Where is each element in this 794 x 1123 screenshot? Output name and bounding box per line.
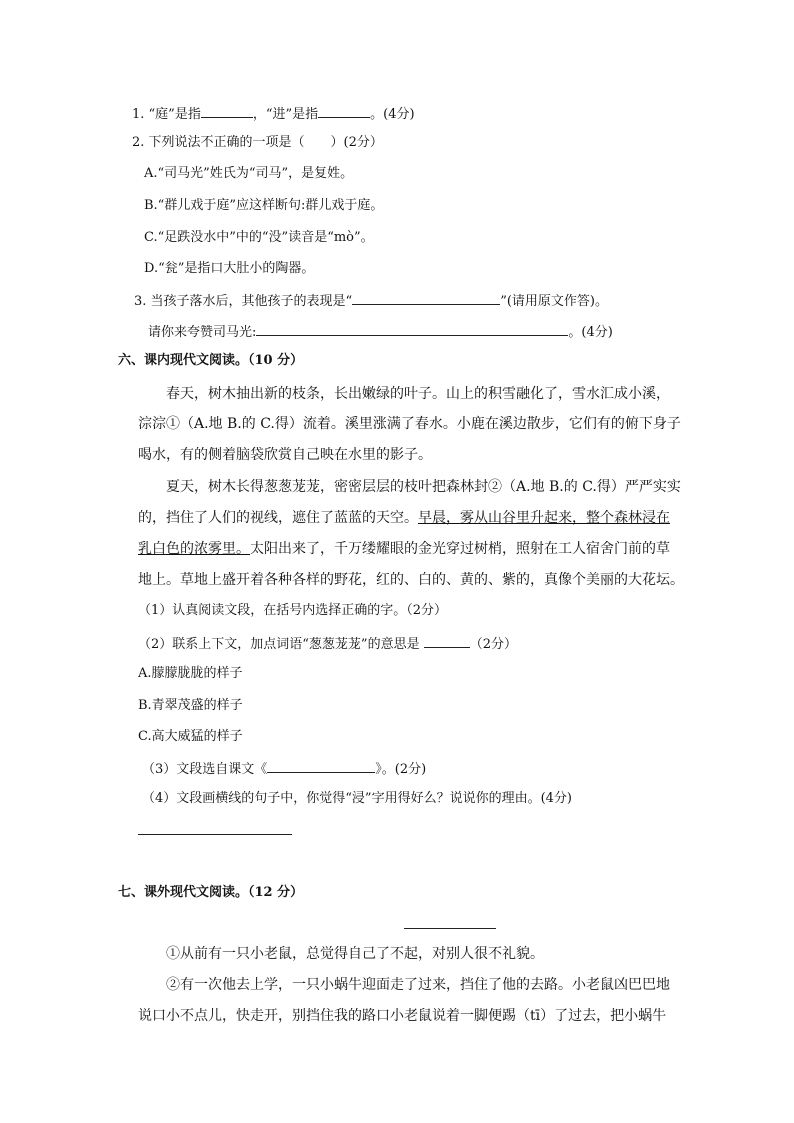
passage-line: 乳白色的浓雾里。太阳出来了，千万缕耀眼的金光穿过树梢，照射在工人宿舍门前的草: [138, 541, 670, 557]
q6-2-option-b: B.青翠茂盛的样子: [138, 698, 243, 713]
passage-line: 春天，树木抽出新的枝条，长出嫩绿的叶子。山上的积雪融化了，雪水汇成小溪，: [166, 386, 670, 402]
q5-1: 1. “庭”是指 ，“进”是指 。(4分): [132, 104, 415, 124]
q5-2-option-a: A.“司马光”姓氏为“司马”，是复姓。: [144, 166, 354, 181]
passage-line: 说口小不点儿，快走开，别挡住我的路口小老鼠说着一脚便踢（tī）了过去，把小蜗牛: [138, 1008, 667, 1024]
q5-3: 3. 当孩子落水后，其他孩子的表现是“ ”(请用原文作答)。: [134, 291, 608, 311]
q5-2: 2. 下列说法不正确的一项是（ ）(2分）: [132, 135, 383, 150]
answer-blank[interactable]: [267, 759, 375, 773]
passage-line: 的，挡住了人们的视线，遮住了蓝蓝的天空。早晨，雾从山谷里升起来，整个森林浸在: [138, 510, 670, 526]
passage-line: 淙淙①（A.地 B.的 C.得）流着。溪里涨满了春水。小鹿在溪边散步，它们有的俯下身子: [138, 416, 681, 432]
answer-blank[interactable]: [424, 634, 470, 648]
q5-2-option-c: C.“足跌没水中”中的“没”读音是“mò”。: [144, 230, 374, 245]
section7-heading: 七、课外现代文阅读。（12 分）: [118, 885, 304, 900]
passage-line: ②有一次他去上学，一只小蜗牛迎面走了过来，挡住了他的去路。小老鼠凶巴巴地: [166, 977, 670, 993]
underlined-sentence: 乳白色的浓雾里。: [138, 541, 250, 557]
underlined-sentence: 早晨，雾从山谷里升起来，整个森林浸在: [418, 510, 670, 526]
title-blank-line[interactable]: [404, 928, 496, 929]
q5-3b: 请你来夸赞司马光: 。(4分): [148, 322, 613, 342]
q6-2-option-c: C.高大威猛的样子: [138, 729, 243, 744]
q6-1: （1）认真阅读文段，在括号内选择正确的字。（2分）: [138, 603, 448, 618]
answer-blank[interactable]: [256, 322, 568, 336]
passage-line: 喝水，有的侧着脑袋欣赏自己映在水里的影子。: [138, 447, 432, 463]
q6-2-option-a: A.朦朦胧胧的样子: [138, 666, 243, 681]
answer-line[interactable]: [138, 834, 292, 835]
answer-blank[interactable]: [318, 104, 370, 118]
q5-2-option-b: B.“群儿戏于庭”应这样断句:群儿戏于庭。: [144, 198, 384, 213]
q6-3: （3）文段选自课文《 》。(2分): [142, 759, 426, 779]
q5-2-option-d: D.“瓮”是指口大肚小的陶器。: [144, 261, 315, 276]
passage-line: 地上。草地上盛开着各种各样的野花，红的、白的、黄的、紫的，真像个美丽的大花坛。: [138, 572, 684, 588]
q6-2: （2）联系上下文，加点词语“葱葱茏茏”的意思是 （2分）: [138, 634, 517, 654]
section6-heading: 六、课内现代文阅读。（10 分）: [118, 353, 304, 368]
answer-blank[interactable]: [352, 291, 500, 305]
q6-4: （4）文段画横线的句子中，你觉得“浸”字用得好么？说说你的理由。(4分): [142, 791, 572, 806]
answer-blank[interactable]: [201, 104, 253, 118]
passage-line: ①从前有一只小老鼠，总觉得自己了不起，对别人很不礼貌。: [166, 946, 544, 962]
passage-line: 夏天，树木长得葱葱茏茏，密密层层的枝叶把森林封②（A.地 B.的 C.得）严严实实: [166, 479, 681, 495]
